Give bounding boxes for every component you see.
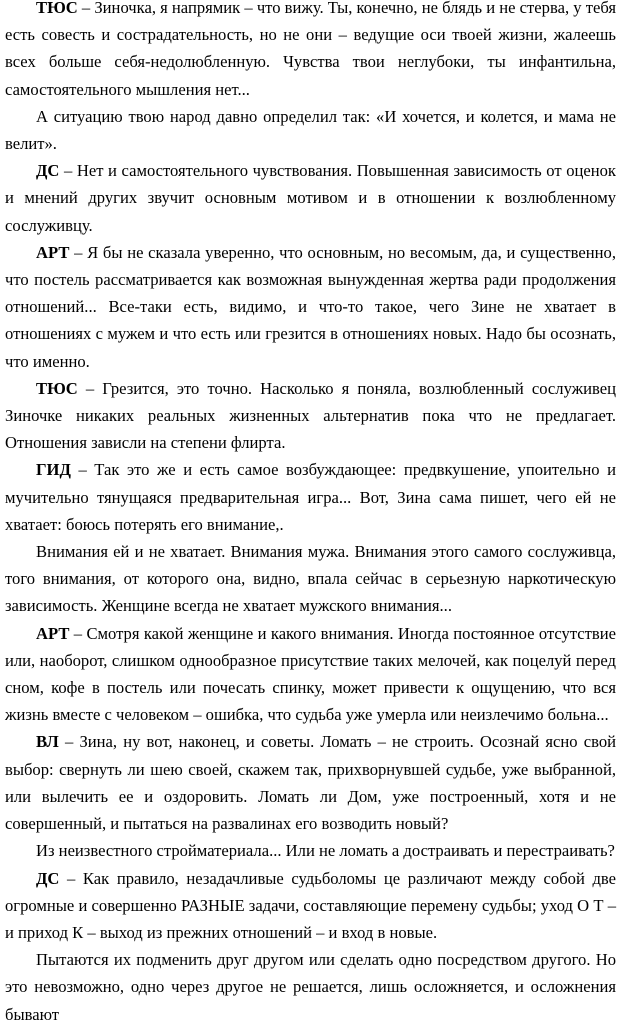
paragraph-text: Внимания ей и не хватает. Внимания мужа. Внимания этого самого сослуживца, того внимания, от которого она, видно, впала сейчас в серьезную наркотическую зависимость. Женщине всегда не хватает мужского внимания... xyxy=(5,542,616,616)
speaker-label: АРТ xyxy=(36,242,70,262)
speaker-label: ГИД xyxy=(36,460,71,480)
paragraph-text: – Грезится, это точно. Насколько я поняла, возлюбленный сослуживец Зиночке никаких реальных жизненных альтернатив пока что не предлагает. Отношения зависли на степени флирта. xyxy=(5,378,616,453)
paragraph-3 xyxy=(5,157,616,239)
document-page xyxy=(5,0,616,1028)
paragraph-12 xyxy=(5,946,616,1028)
paragraph-text: – Зиночка, я напрямик – что вижу. Ты, конечно, не блядь и не стерва, у тебя есть совесть и сострадательность, но не они – ведущие оси твоей жизни, жалеешь всех больше себя-недолюбленную. Чувства твои неглубоки, ты инфантильна, самостоятельного мышления нет... xyxy=(5,0,616,99)
speaker-label: ТЮС xyxy=(36,378,78,398)
paragraph-6 xyxy=(5,456,616,538)
paragraph-text: – Нет и самостоятельного чувствования. Повышенная зависимость от оценок и мнений других звучит основным мотивом и в отношении к возлюбленному сослуживцу. xyxy=(5,161,616,235)
paragraph-2 xyxy=(5,103,616,157)
paragraph-8 xyxy=(5,620,616,729)
paragraph-7 xyxy=(5,538,616,620)
speaker-label: ТЮС xyxy=(36,0,78,17)
speaker-label: АРТ xyxy=(36,623,70,643)
paragraph-text: – Как правило, незадачливые судьболомы це различают между собой две огромные и совершенно РАЗНЫЕ задачи, составляющие перемену судьбы; уход О Т – и приход К – выход из прежних отношений – и вход в новые. xyxy=(5,868,616,942)
paragraph-10 xyxy=(5,837,616,864)
paragraph-text: – Так это же и есть самое возбуждающее: предвкушение, упоительно и мучительно тянущаяся предварительная игра... Вот, Зина сама пишет, чего ей не хватает: боюсь потерять его внимание,. xyxy=(5,460,616,534)
paragraph-1 xyxy=(5,0,616,103)
paragraph-4 xyxy=(5,239,616,375)
speaker-label: ВЛ xyxy=(36,732,59,752)
paragraph-11 xyxy=(5,865,616,947)
paragraph-text: Пытаются их подменить друг другом или сделать одно посредством другого. Но это невозможно, одно через другое не решается, лишь осложняется, и осложнения бывают xyxy=(5,950,616,1024)
paragraph-text: Из неизвестного стройматериала... Или не ломать а достраивать и перестраивать? xyxy=(36,841,615,861)
paragraph-text: А ситуацию твою народ давно определил так: «И хочется, и колется, и мама не велит». xyxy=(5,106,616,154)
speaker-label: ДС xyxy=(36,161,60,181)
paragraph-text: – Смотря какой женщине и какого внимания. Иногда постоянное отсутствие или, наоборот, слишком однообразное присутствие таких мелочей, как поцелуй перед сном, кофе в постель или почесать спинку, может привести к ощущению, что вся жизнь вместе с человеком – ошибка, что судьба уже умерла или неизлечимо больна... xyxy=(5,623,616,725)
speaker-label: ДС xyxy=(36,868,60,888)
paragraph-text: – Зина, ну вот, наконец, и советы. Ломать – не строить. Осознай ясно свой выбор: свернуть ли шею своей, скажем так, прихворнувшей судьбе, уже выбранной, или вылечить ее и оздоровить. Ломать ли Дом, уже построенный, хотя и не совершенный, и пытаться на развалинах его возводить новый? xyxy=(5,732,616,834)
paragraph-text: – Я бы не сказала уверенно, что основным, но весомым, да, и существенно, что постель рассматривается как возможная вынужденная жертва ради продолжения отношений... Все-таки есть, видимо, и что-то такое, чего Зине не хватает в отношениях с мужем и что есть или грезится в отношениях новых. Надо бы осознать, что именно. xyxy=(5,242,616,371)
paragraph-9 xyxy=(5,728,616,837)
paragraph-5 xyxy=(5,375,616,457)
